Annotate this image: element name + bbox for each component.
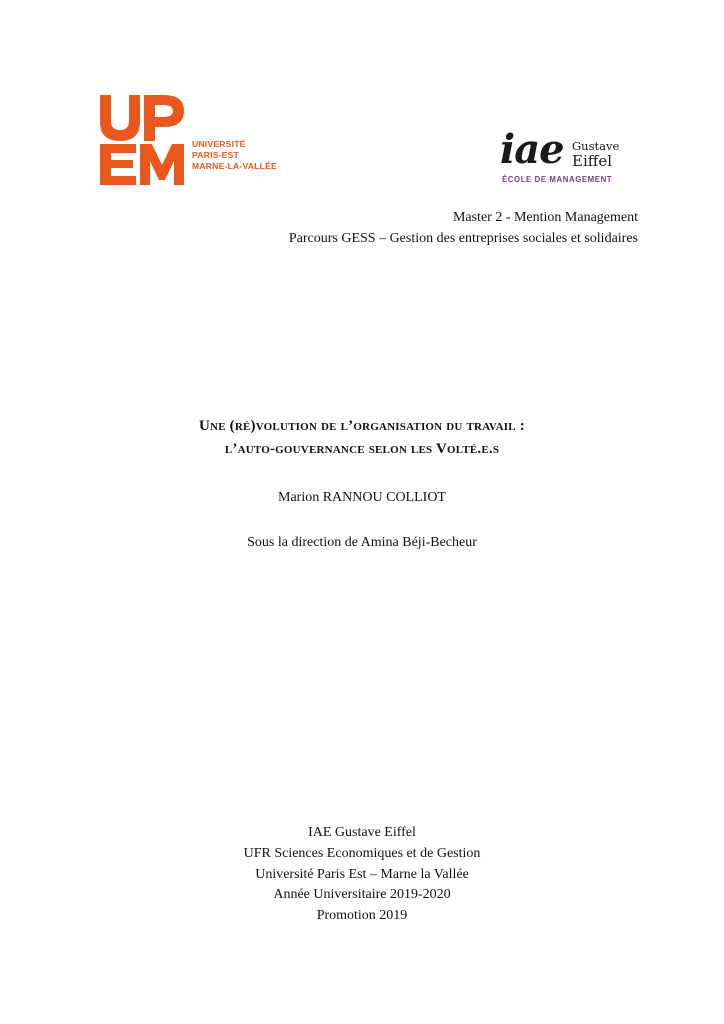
institution-line-5: Promotion 2019 [316, 908, 408, 924]
supervisor-line: Sous la direction de Amina Béji-Becheur [247, 535, 477, 550]
iae-eiffel: Eiffel [572, 152, 613, 170]
program-line-2: Parcours GESS – Gestion des entreprises sociales et solidaires [288, 231, 638, 246]
upem-line-1: UNIVERSITÉ [192, 139, 246, 149]
upem-line-3: MARNE-LA-VALLÉE [192, 161, 277, 171]
iae-gustave: Gustave [572, 139, 620, 153]
thesis-title-line-2: l’auto-gouvernance selon les Volté.e.s [224, 441, 500, 457]
upem-line-2: PARIS-EST [192, 150, 240, 160]
upem-logo [100, 95, 300, 190]
program-line-1: Master 2 - Mention Management [452, 210, 638, 225]
institution-line-3: Université Paris Est – Marne la Vallée [255, 866, 469, 882]
upem-university-name [192, 139, 277, 172]
author-name: Marion RANNOU COLLIOT [278, 490, 446, 505]
upem-letters-logo [100, 95, 190, 187]
iae-wordmark: iae [500, 126, 564, 173]
thesis-title-line-1: Une (ré)volution de l’organisation du travail : [199, 418, 525, 434]
institution-line-2: UFR Sciences Economiques et de Gestion [243, 845, 481, 861]
institution-block [0, 823, 724, 927]
institution-line-4: Année Universitaire 2019-2020 [273, 887, 451, 903]
institution-line-1: IAE Gustave Eiffel [308, 825, 416, 840]
thesis-title [0, 415, 724, 461]
iae-tagline: ÉCOLE DE MANAGEMENT [502, 175, 613, 184]
iae-logo [500, 128, 630, 190]
program-info [289, 207, 638, 249]
